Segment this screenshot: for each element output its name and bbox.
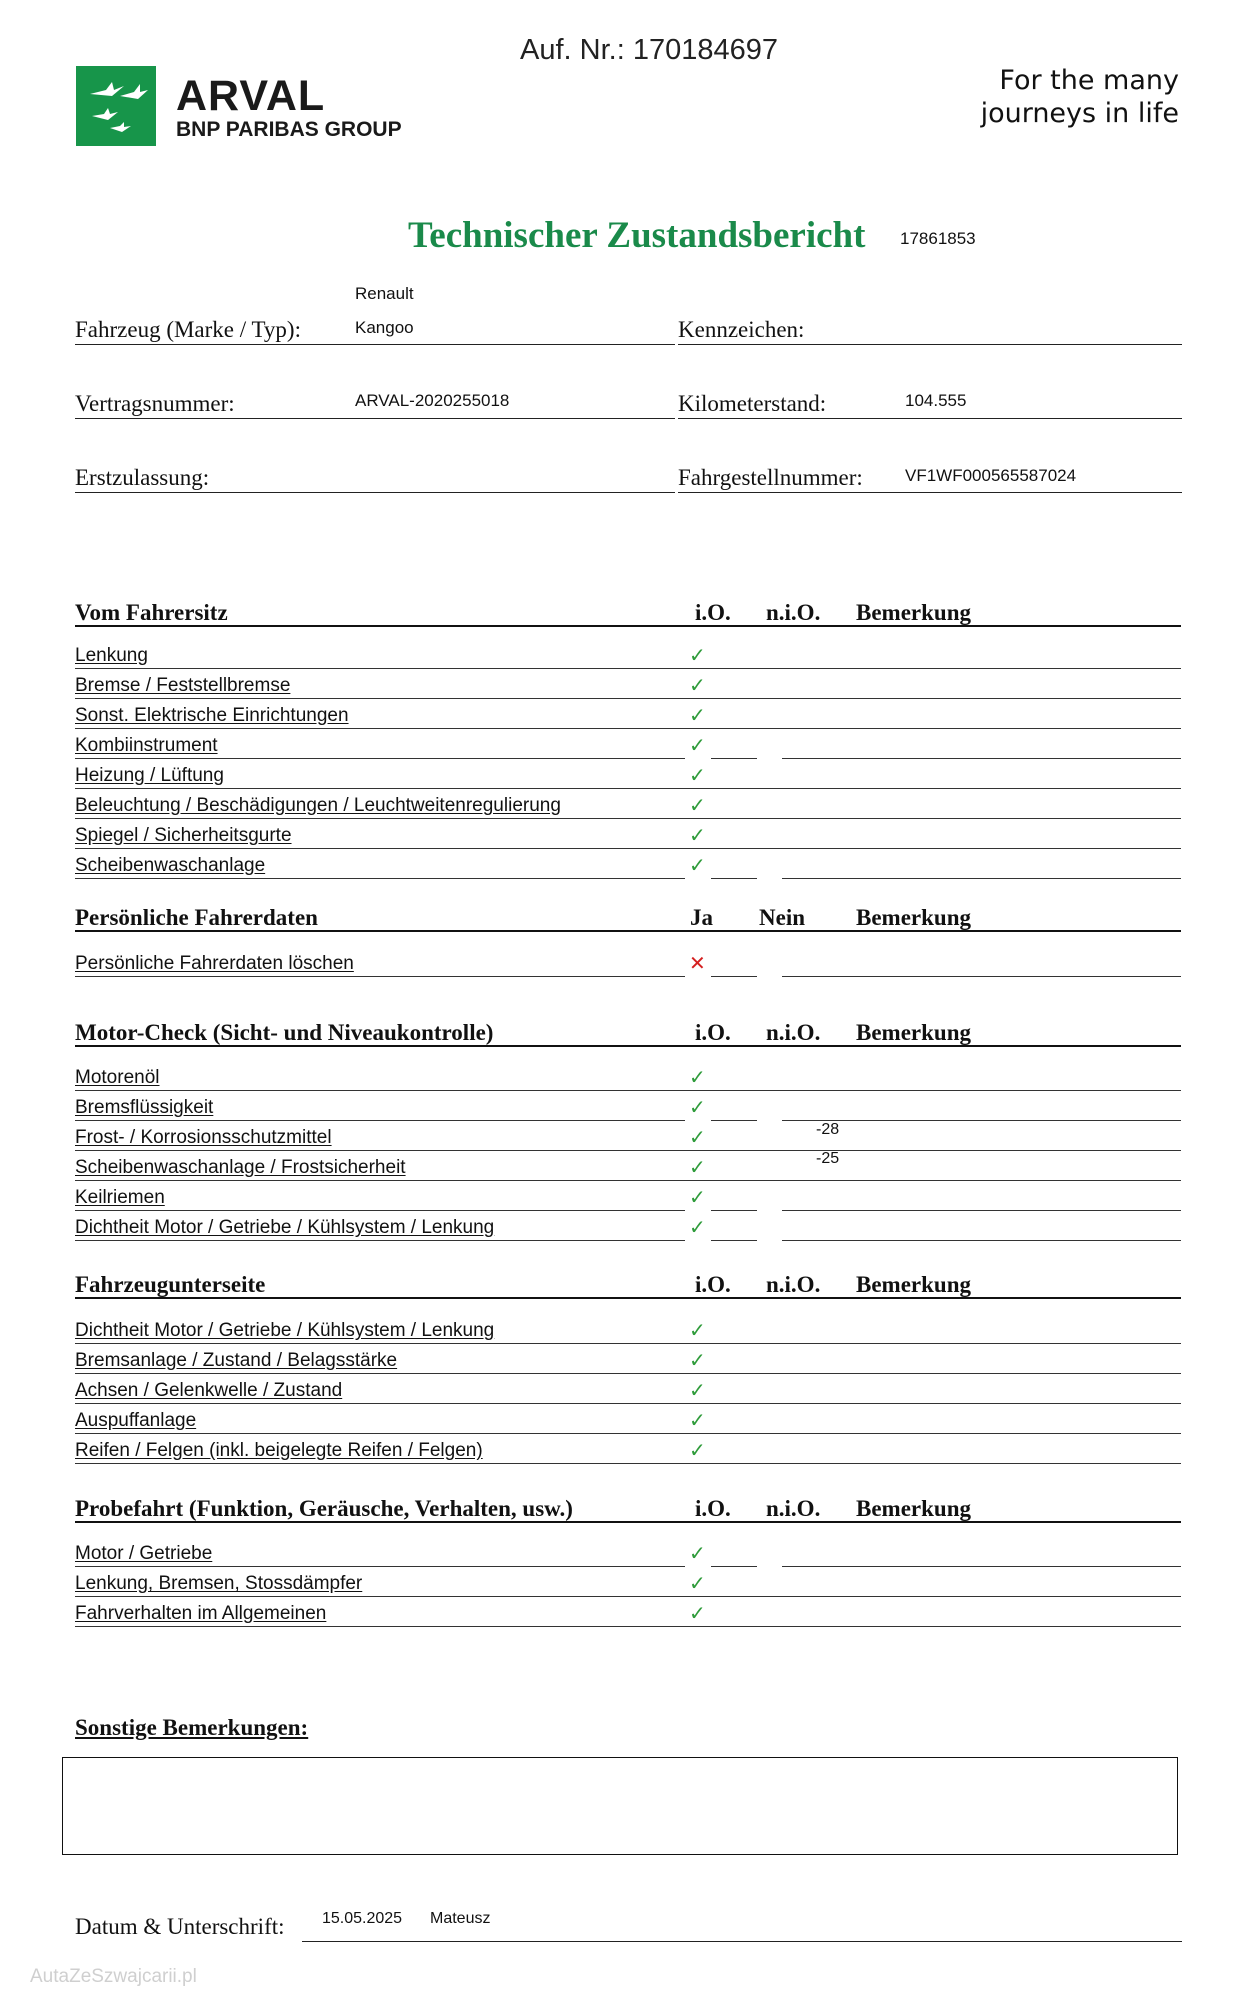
- brand-group: BNP PARIBAS GROUP: [176, 118, 402, 141]
- row-label: Reifen / Felgen (inkl. beigelegte Reifen / Felgen): [75, 1440, 483, 1461]
- col-io-header: i.O.: [695, 1020, 731, 1045]
- row-line: [75, 1566, 685, 1567]
- arval-logo-mark: [76, 66, 156, 146]
- col-io-header: i.O.: [695, 1496, 731, 1521]
- row-line: [75, 1463, 1181, 1464]
- check-icon: ✓: [689, 1380, 706, 1402]
- col-nio-header: n.i.O.: [766, 1496, 821, 1521]
- row-line-remark: [782, 1566, 1181, 1567]
- row-line-remark: [782, 758, 1181, 759]
- check-icon: ✓: [689, 1320, 706, 1342]
- check-icon: ✓: [689, 1097, 706, 1119]
- contract-label: Vertragsnummer:: [75, 391, 235, 416]
- row-line: [75, 1240, 685, 1241]
- check-icon: ✓: [689, 1067, 706, 1089]
- row-label: Dichtheit Motor / Getriebe / Kühlsystem / Lenkung: [75, 1217, 495, 1238]
- row-line: [75, 878, 685, 879]
- row-line-nio: [711, 1120, 757, 1121]
- row-line: [75, 1150, 1181, 1151]
- birds-icon: [76, 66, 156, 146]
- check-icon: ✓: [689, 1603, 706, 1625]
- order-number: Auf. Nr.: 170184697: [520, 34, 778, 66]
- row-line: [75, 1433, 1181, 1434]
- signature-date: 15.05.2025: [322, 1910, 403, 1927]
- row-line: [75, 848, 1181, 849]
- check-icon: ✓: [689, 1410, 706, 1432]
- row-label: Spiegel / Sicherheitsgurte: [75, 825, 292, 846]
- cross-icon: ✕: [689, 953, 706, 975]
- col-nio-header: n.i.O.: [766, 1272, 821, 1297]
- row-line: [75, 976, 685, 977]
- mileage-label: Kilometerstand:: [678, 391, 827, 416]
- row-line-nio: [711, 878, 757, 879]
- registration-line: [75, 492, 675, 493]
- check-icon: ✓: [689, 1543, 706, 1565]
- check-icon: ✓: [689, 1440, 706, 1462]
- row-line: [75, 1210, 685, 1211]
- watermark: AutaZeSzwajcarii.pl: [30, 1966, 197, 1987]
- make-value-2: Kangoo: [355, 318, 414, 337]
- check-icon: ✓: [689, 1350, 706, 1372]
- row-line-nio: [711, 1240, 757, 1241]
- check-icon: ✓: [689, 1217, 706, 1239]
- mileage-line: [678, 418, 1182, 419]
- row-label: Bremsanlage / Zustand / Belagsstärke: [75, 1350, 398, 1371]
- row-label: Bremsflüssigkeit: [75, 1097, 214, 1118]
- section-title: Motor-Check (Sicht- und Niveaukontrolle): [75, 1020, 494, 1045]
- check-icon: ✓: [689, 705, 706, 727]
- contract-line: [75, 418, 675, 419]
- row-label: Motor / Getriebe: [75, 1543, 213, 1564]
- row-line: [75, 1373, 1181, 1374]
- check-icon: ✓: [689, 825, 706, 847]
- check-icon: ✓: [689, 1127, 706, 1149]
- section-line: [75, 625, 1181, 627]
- row-line: [75, 1596, 1181, 1597]
- tagline: [981, 64, 1179, 130]
- tagline-line-1: For the many: [999, 65, 1179, 96]
- registration-label: Erstzulassung:: [75, 465, 210, 490]
- row-line: [75, 668, 1181, 669]
- row-line-nio: [711, 1210, 757, 1211]
- section-title: Fahrzeugunterseite: [75, 1272, 266, 1297]
- row-line: [75, 1626, 1181, 1627]
- row-label: Scheibenwaschanlage: [75, 855, 266, 876]
- row-label: Persönliche Fahrerdaten löschen: [75, 953, 354, 974]
- row-line: [75, 728, 1181, 729]
- row-line: [75, 788, 1181, 789]
- col-io-header: i.O.: [695, 1272, 731, 1297]
- signature-name: Mateusz: [430, 1910, 491, 1927]
- col-nein-header: Nein: [759, 905, 805, 930]
- check-icon: ✓: [689, 1157, 706, 1179]
- row-line: [75, 1343, 1181, 1344]
- remark-value: -25: [816, 1150, 840, 1167]
- row-label: Motorenöl: [75, 1067, 160, 1088]
- check-icon: ✓: [689, 1573, 706, 1595]
- col-remark-header: Bemerkung: [856, 905, 971, 930]
- section-line: [75, 930, 1181, 932]
- vin-value: VF1WF000565587024: [905, 466, 1077, 485]
- check-icon: ✓: [689, 735, 706, 757]
- check-icon: ✓: [689, 645, 706, 667]
- row-label: Frost- / Korrosionsschutzmittel: [75, 1127, 332, 1148]
- row-label: Lenkung: [75, 645, 148, 666]
- row-label: Keilriemen: [75, 1187, 165, 1208]
- row-label: Kombiinstrument: [75, 735, 218, 756]
- section-title: Probefahrt (Funktion, Geräusche, Verhalten, usw.): [75, 1496, 573, 1521]
- row-line-nio: [711, 1566, 757, 1567]
- row-line: [75, 1120, 685, 1121]
- vin-line: [678, 492, 1182, 493]
- check-icon: ✓: [689, 675, 706, 697]
- plate-label: Kennzeichen:: [678, 317, 805, 342]
- report-number: 17861853: [900, 229, 976, 248]
- row-line: [75, 1180, 1181, 1181]
- row-line-nein: [711, 976, 757, 977]
- row-label: Heizung / Lüftung: [75, 765, 224, 786]
- section-line: [75, 1045, 1181, 1047]
- row-label: Dichtheit Motor / Getriebe / Kühlsystem / Lenkung: [75, 1320, 495, 1341]
- row-label: Bremse / Feststellbremse: [75, 675, 291, 696]
- row-label: Auspuffanlage: [75, 1410, 197, 1431]
- row-line: [75, 818, 1181, 819]
- section-title: Vom Fahrersitz: [75, 600, 228, 625]
- vin-label: Fahrgestellnummer:: [678, 465, 863, 490]
- col-remark-header: Bemerkung: [856, 1496, 971, 1521]
- plate-line: [678, 344, 1182, 345]
- signature-line: [302, 1941, 1182, 1942]
- page-title: Technischer Zustandsbericht: [408, 215, 866, 256]
- col-remark-header: Bemerkung: [856, 600, 971, 625]
- row-line-nio: [711, 758, 757, 759]
- row-line-remark: [782, 976, 1181, 977]
- remark-value: -28: [816, 1121, 840, 1138]
- section-line: [75, 1297, 1181, 1299]
- check-icon: ✓: [689, 855, 706, 877]
- row-line-remark: [782, 878, 1181, 879]
- make-line: [75, 344, 675, 345]
- row-line-remark: [782, 1120, 1181, 1121]
- make-value-1: Renault: [355, 284, 414, 303]
- col-nio-header: n.i.O.: [766, 1020, 821, 1045]
- section-title: Persönliche Fahrerdaten: [75, 905, 318, 930]
- row-label: Scheibenwaschanlage / Frostsicherheit: [75, 1157, 406, 1178]
- mileage-value: 104.555: [905, 391, 967, 410]
- col-remark-header: Bemerkung: [856, 1020, 971, 1045]
- signature-label: Datum & Unterschrift:: [75, 1914, 285, 1939]
- remarks-box[interactable]: [62, 1757, 1178, 1855]
- row-line: [75, 1403, 1181, 1404]
- brand-name: ARVAL: [176, 72, 326, 120]
- row-label: Sonst. Elektrische Einrichtungen: [75, 705, 349, 726]
- row-line-remark: [782, 1210, 1181, 1211]
- row-label: Beleuchtung / Beschädigungen / Leuchtweitenregulierung: [75, 795, 561, 816]
- contract-value: ARVAL-2020255018: [355, 391, 510, 410]
- tagline-line-2: journeys in life: [980, 98, 1179, 129]
- row-label: Lenkung, Bremsen, Stossdämpfer: [75, 1573, 363, 1594]
- col-remark-header: Bemerkung: [856, 1272, 971, 1297]
- section-line: [75, 1521, 1181, 1523]
- row-line: [75, 698, 1181, 699]
- check-icon: ✓: [689, 1187, 706, 1209]
- make-label: Fahrzeug (Marke / Typ):: [75, 317, 301, 342]
- check-icon: ✓: [689, 795, 706, 817]
- row-line: [75, 758, 685, 759]
- col-nio-header: n.i.O.: [766, 600, 821, 625]
- remarks-title: Sonstige Bemerkungen:: [75, 1715, 309, 1740]
- row-line: [75, 1090, 1181, 1091]
- row-line-remark: [782, 1240, 1181, 1241]
- col-ja-header: Ja: [690, 905, 713, 930]
- check-icon: ✓: [689, 765, 706, 787]
- row-label: Fahrverhalten im Allgemeinen: [75, 1603, 327, 1624]
- col-io-header: i.O.: [695, 600, 731, 625]
- row-label: Achsen / Gelenkwelle / Zustand: [75, 1380, 343, 1401]
